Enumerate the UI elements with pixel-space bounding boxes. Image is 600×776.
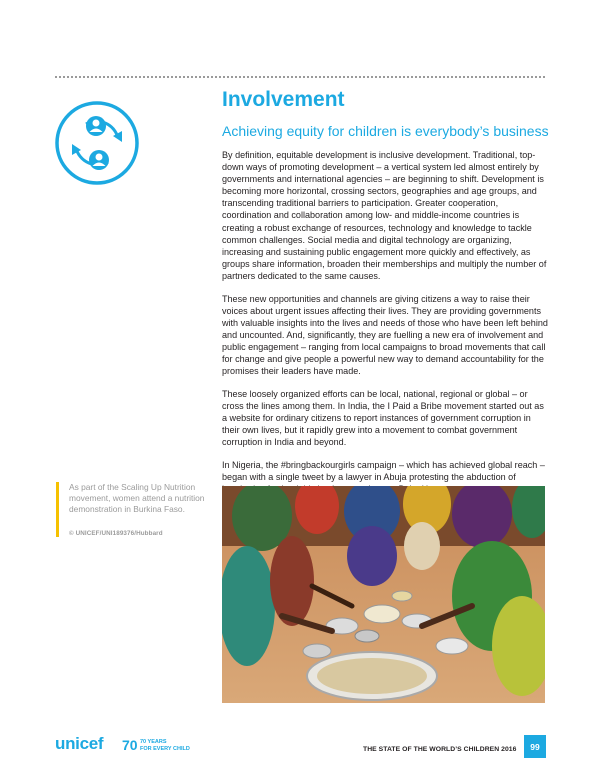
- anniversary-line1: 70 YEARS: [140, 739, 167, 745]
- paragraph: These new opportunities and channels are giving citizens a way to raise their voices about urgent issues affecting their lives. They are providing governments with valuable insights into the lives and needs of those who have been left behind and uncounted. And, significantly, they are fuelling a new era of involvement and public engagement – ranging from local campaigns to broad movements that call for change and give people a powerful new way to demand accountability for the promises their leaders have made.: [222, 293, 548, 377]
- caption-text: As part of the Scaling Up Nutrition movement, women attend a nutrition demonstration in Burkina Faso.: [69, 482, 205, 515]
- body-text: [222, 149, 548, 505]
- people-cycle-icon: [52, 98, 142, 188]
- paragraph: By definition, equitable development is inclusive development. Traditional, top-down ways of promoting development – a vertical system led almost entirely by governments and international agencies – are beginning to shift. Development is becoming more horizontal, crossing sectors, geographies and age groups, and transcending traditional barriers to participation. Greater cooperation, coordination and collaboration among low- and middle-income countries is creating a robust exchange of resources, technology and knowledge to tackle common challenges. Social media and digital technology are organizing, increasing and sustaining public engagement more quickly and effectively, as groups share information, broaden their memberships and multiply the number of partners dedicated to the same causes.: [222, 150, 547, 281]
- publication-title: THE STATE OF THE WORLD’S CHILDREN 2016: [363, 746, 517, 753]
- paragraph: These loosely organized efforts can be local, national, regional or global – or cross the lines among them. In India, the I Paid a Bribe movement started out as a website for ordinary citizens to report instances of government corruption in their own lives, but it rapidly grew into a movement to combat government corruption in India and beyond.: [222, 388, 544, 448]
- unicef-logo: unicef: [55, 734, 104, 753]
- anniversary-text: [140, 739, 190, 752]
- anniversary-logo-icon: [122, 736, 140, 759]
- page-subheading: Achieving equity for children is everybody’s business: [222, 123, 549, 139]
- paragraph: In Nigeria, the #bringbackourgirls campaign – which has achieved global reach – began with a single tweet by a lawyer in Abuja protesting the abduction of: [222, 459, 545, 482]
- section-divider: [55, 76, 545, 78]
- page-number: 99: [524, 735, 546, 758]
- page-heading: Involvement: [222, 88, 345, 111]
- anniversary-line2: FOR EVERY CHILD: [140, 745, 190, 752]
- photo-credit: © UNICEF/UNI189376/Hubbard: [69, 529, 163, 537]
- photo-nutrition-demonstration: [222, 486, 545, 703]
- anniversary-number: 70: [122, 737, 138, 753]
- photo-caption: [56, 482, 227, 537]
